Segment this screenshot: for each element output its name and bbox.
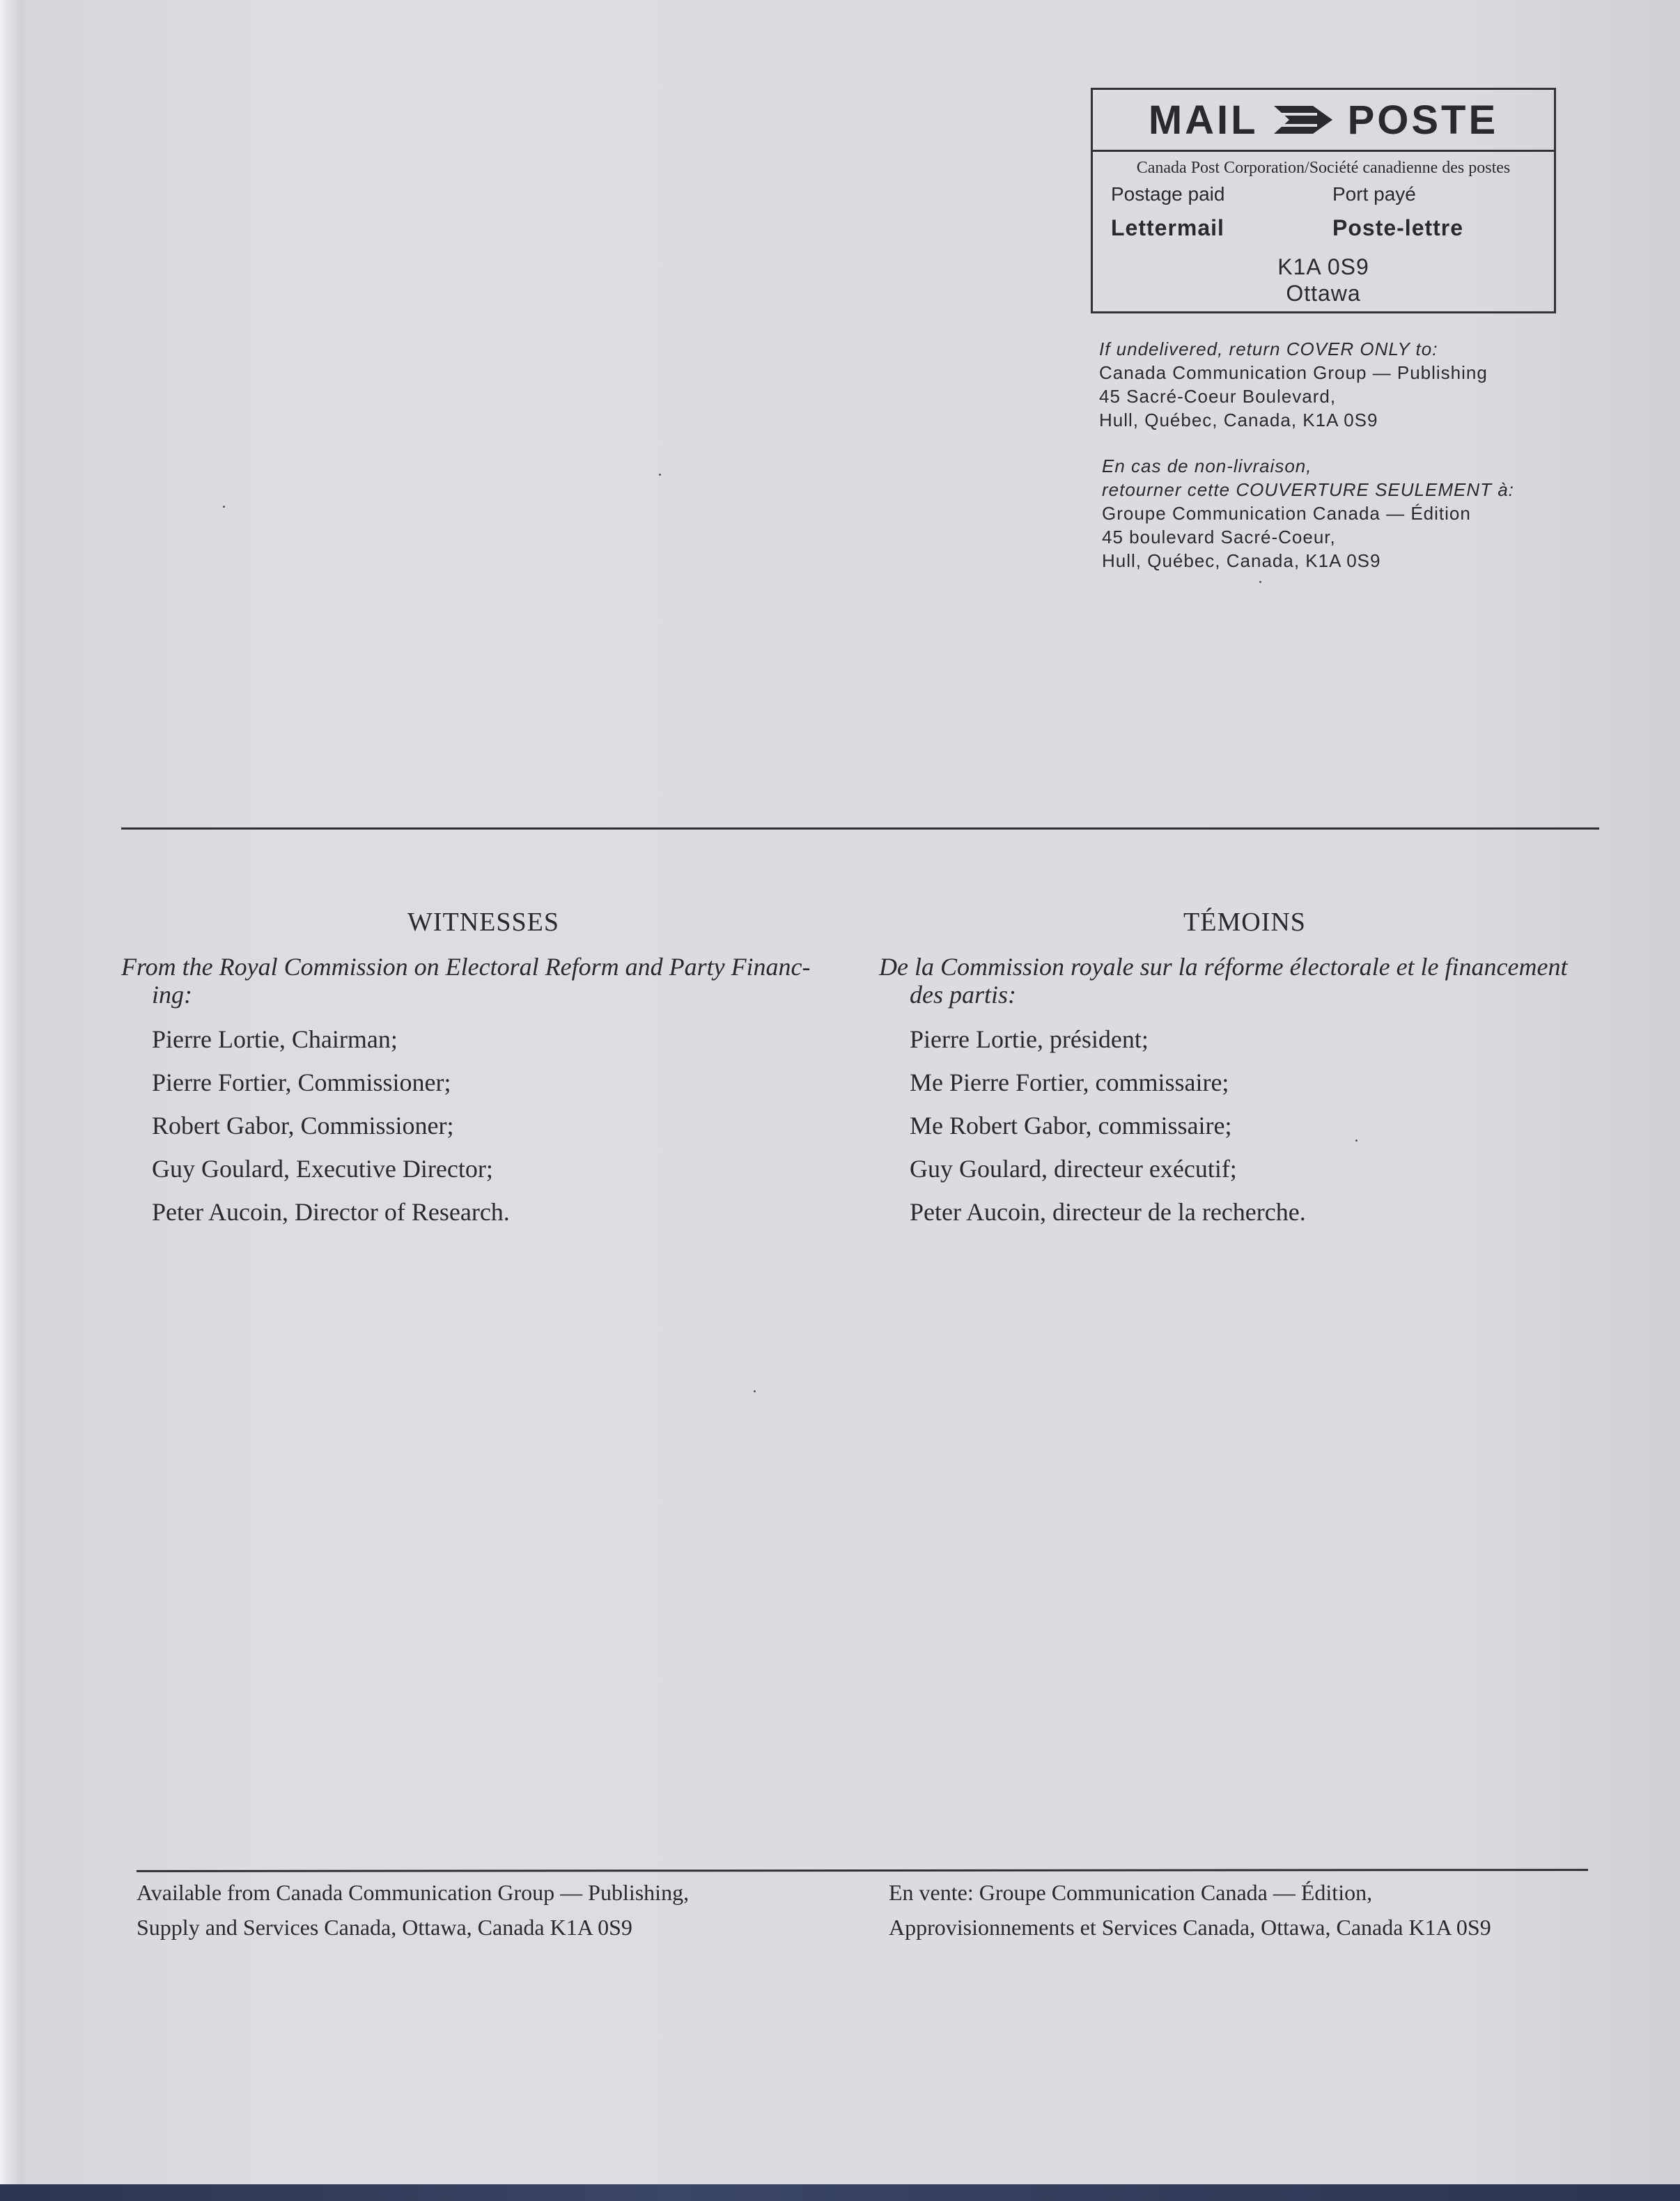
return-en-line3: 45 Sacré-Coeur Boulevard,: [1099, 386, 1337, 407]
postage-paid-en: Postage paid: [1111, 183, 1225, 205]
witnesses-intro-en-line2: ing:: [152, 981, 192, 1009]
witness-list-fr: [879, 1025, 1610, 1226]
footer-availability-en: [137, 1875, 689, 1945]
paper-speck: [754, 1390, 756, 1392]
postage-corporation: Canada Post Corporation/Société canadienne des postes: [1136, 159, 1511, 177]
witness-item: Guy Goulard, Executive Director;: [152, 1155, 493, 1183]
return-fr-line4: 45 boulevard Sacré-Coeur,: [1102, 527, 1336, 547]
return-fr-line2: retourner cette COUVERTURE SEULEMENT à:: [1102, 479, 1514, 500]
mail-word: MAIL: [1148, 97, 1259, 143]
witnesses-intro-fr: [879, 953, 1610, 1009]
return-en-line1: If undelivered, return COVER ONLY to:: [1099, 339, 1438, 359]
witnesses-heading-en: WITNESSES: [407, 908, 559, 937]
witnesses-intro-fr-line1: De la Commission royale sur la réforme électorale et le financement: [879, 953, 1568, 981]
witnesses-intro-en: [121, 953, 860, 1009]
witness-item: Me Robert Gabor, commissaire;: [910, 1112, 1232, 1140]
witness-item: Me Pierre Fortier, commissaire;: [910, 1068, 1229, 1096]
postage-city: Ottawa: [1286, 281, 1361, 306]
footer-en-line1: Available from Canada Communication Group — Publishing,: [137, 1880, 690, 1905]
postage-location: [1093, 254, 1554, 306]
footer-en-line2: Supply and Services Canada, Ottawa, Canada K1A 0S9: [137, 1915, 632, 1940]
footer-divider: [137, 1869, 1588, 1872]
witnesses-intro-fr-line2: des partis:: [910, 981, 1016, 1009]
postage-paid-fr: Port payé: [1332, 183, 1416, 205]
postage-indicia: [1091, 88, 1556, 313]
witnesses-fr: [879, 907, 1610, 1241]
canada-post-arrow-icon: [1271, 102, 1335, 138]
page-edge-left: [0, 0, 22, 2201]
witness-item: Pierre Lortie, Chairman;: [152, 1025, 398, 1053]
postage-postal-code: K1A 0S9: [1277, 254, 1369, 279]
witness-item: Peter Aucoin, Director of Research.: [152, 1198, 510, 1226]
witness-item: Peter Aucoin, directeur de la recherche.: [910, 1198, 1306, 1226]
postage-paid-row: [1093, 183, 1554, 205]
witnesses-heading-fr: TÉMOINS: [1183, 908, 1306, 937]
return-fr-line3: Groupe Communication Canada — Édition: [1102, 503, 1471, 524]
section-divider: [121, 827, 1599, 830]
return-en-line2: Canada Communication Group — Publishing: [1099, 362, 1488, 383]
witnesses-en: [121, 907, 860, 1241]
paper-speck: [1259, 581, 1261, 583]
witness-list-en: [121, 1025, 860, 1226]
paper-speck: [223, 506, 225, 508]
postage-class-fr: Poste-lettre: [1332, 215, 1464, 240]
background-surface: [0, 2184, 1680, 2201]
paper-speck: [659, 474, 661, 476]
witness-item: Pierre Fortier, Commissioner;: [152, 1068, 451, 1096]
return-address-en: [1099, 337, 1488, 432]
witness-item: Robert Gabor, Commissioner;: [152, 1112, 454, 1140]
return-address-fr: [1102, 454, 1514, 573]
witness-item: Pierre Lortie, président;: [910, 1025, 1149, 1053]
return-en-line4: Hull, Québec, Canada, K1A 0S9: [1099, 410, 1378, 430]
postage-class-row: [1093, 215, 1554, 241]
return-fr-line5: Hull, Québec, Canada, K1A 0S9: [1102, 550, 1381, 571]
return-fr-line1: En cas de non-livraison,: [1102, 456, 1312, 476]
postage-header: [1093, 90, 1554, 152]
witnesses-intro-en-line1: From the Royal Commission on Electoral Reform and Party Financ-: [121, 953, 811, 981]
footer-fr-line2: Approvisionnements et Services Canada, Ottawa, Canada K1A 0S9: [889, 1915, 1491, 1940]
poste-word: POSTE: [1347, 97, 1499, 143]
postage-class-en: Lettermail: [1111, 215, 1224, 240]
footer-fr-line1: En vente: Groupe Communication Canada — Édition,: [889, 1880, 1373, 1905]
footer-availability-fr: [889, 1875, 1491, 1945]
witness-item: Guy Goulard, directeur exécutif;: [910, 1155, 1237, 1183]
paper-speck: [1355, 1140, 1358, 1142]
